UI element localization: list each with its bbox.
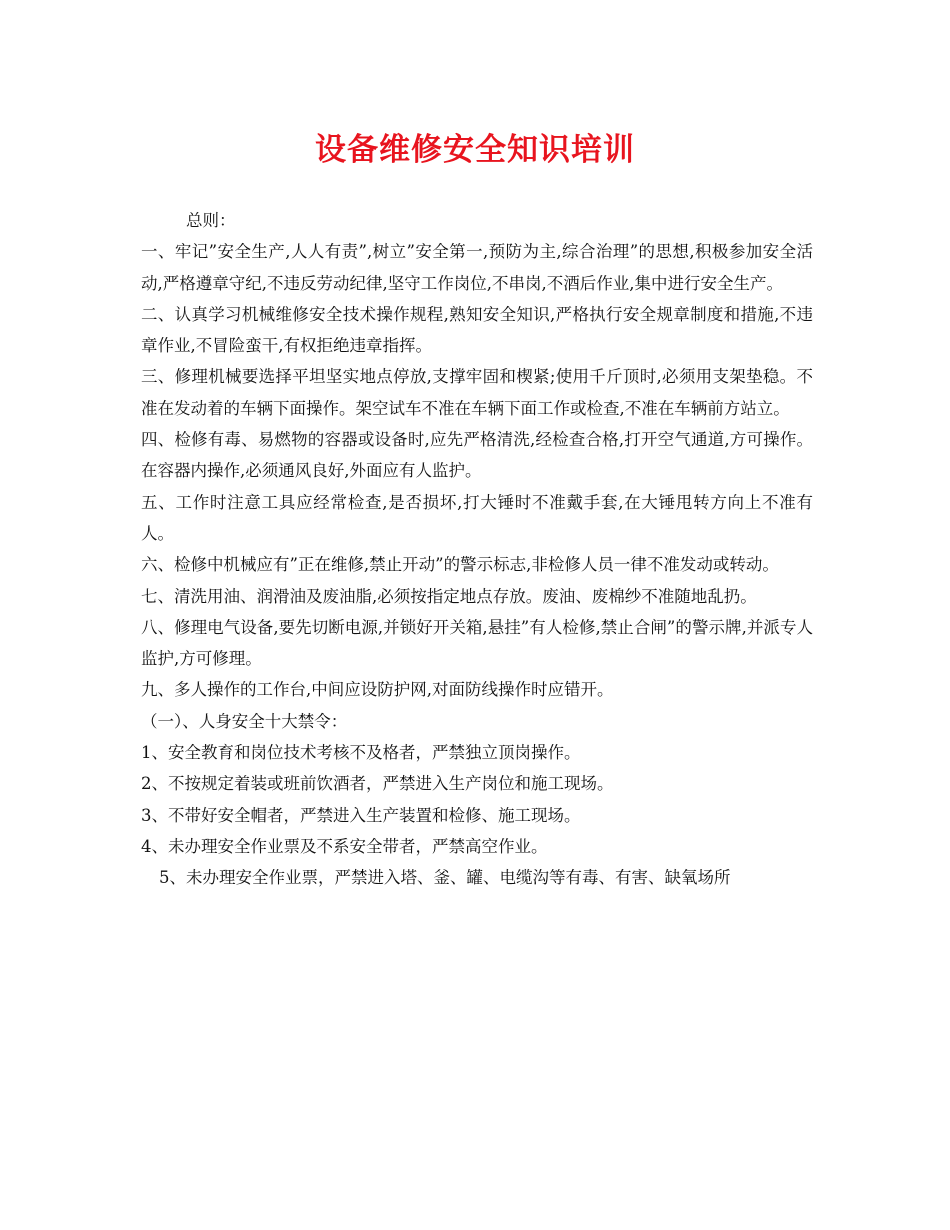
paragraph: 4、未办理安全作业票及不系安全带者，严禁高空作业。: [141, 836, 548, 856]
paragraph: 2、不按规定着装或班前饮酒者，严禁进入生产岗位和施工现场。: [141, 774, 614, 794]
document-title: 设备维修安全知识培训: [315, 132, 635, 168]
paragraph: 总则：: [186, 211, 236, 230]
paragraph: 五、工作时注意工具应经常检查,是否损坏,打大锤时不准戴手套,在大锤甩转方向上不准有人。: [141, 492, 813, 543]
paragraph: 四、检修有毒、易燃物的容器或设备时,应先严格清洗,经检查合格,打开空气通道,方可操作。在容器内操作,必须通风良好,外面应有人监护。: [141, 430, 813, 481]
paragraph: 八、修理电气设备,要先切断电源,并锁好开关箱,悬挂”有人检修,禁止合闸”的警示牌,并派专人监护,方可修理。: [141, 617, 813, 669]
paragraph: 二、认真学习机械维修安全技术操作规程,熟知安全知识,严格执行安全规章制度和措施,不违章作业,不冒险蛮干,有权拒绝违章指挥。: [141, 304, 813, 356]
document-body: [141, 205, 813, 894]
paragraph: 3、不带好安全帽者，严禁进入生产装置和检修、施工现场。: [141, 805, 581, 825]
paragraph: 三、修理机械要选择平坦坚实地点停放,支撑牢固和楔紧;使用千斤顶时,必须用支架垫稳。不准在发动着的车辆下面操作。架空试车不准在车辆下面工作或检查,不准在车辆前方站立。: [141, 367, 813, 418]
paragraph: 七、清洗用油、润滑油及废油脂,必须按指定地点存放。废油、废棉纱不准随地乱扔。: [141, 586, 757, 606]
paragraph: 六、检修中机械应有”正在维修,禁止开动”的警示标志,非检修人员一律不准发动或转动。: [141, 555, 779, 575]
paragraph: 九、多人操作的工作台,中间应设防护网,对面防线操作时应错开。: [141, 680, 614, 700]
paragraph: 一、牢记”安全生产,人人有责”,树立”安全第一,预防为主,综合治理”的思想,积极参加安全活动,严格遵章守纪,不违反劳动纪律,坚守工作岗位,不串岗,不酒后作业,集中进行安全生产。: [141, 242, 813, 293]
paragraph: 1、安全教育和岗位技术考核不及格者，严禁独立顶岗操作。: [141, 743, 581, 763]
paragraph: 5、未办理安全作业票，严禁进入塔、釜、罐、电缆沟等有毒、有害、缺氧场所: [159, 868, 731, 888]
paragraph: （一）、人身安全十大禁令：: [141, 711, 348, 731]
